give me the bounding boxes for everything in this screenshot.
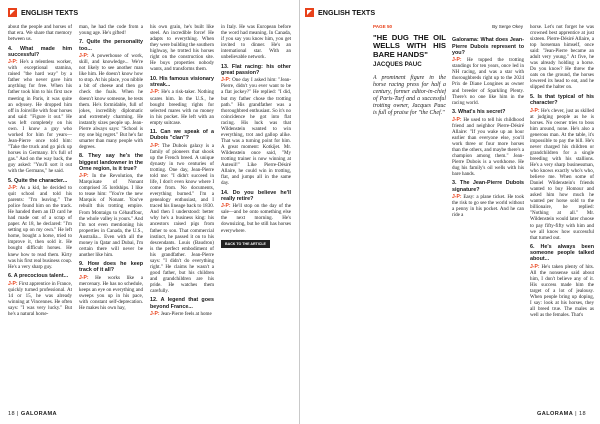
question-heading: 3. What's his secret? [452,109,506,116]
answer-text: He's a relentless worker, with exceptional stamina, raised "the hard way" by a father who never gave him anything for free. When his father took him to his first race meeting in Paris, it was quite an odyssey. He dropped him off in Joinville with four horses and said: "Figure it out." He was left completely on his own. I know a guy who worked for him for years—Jean-Pierre once told him: "Take the truck and go pick up horses in Germany. It's full of gas." And on the way back, the guy asked: "You'll sort it out with the Germans," he said. [8,59,72,175]
question-heading: 6. He's always been someone people talked about... [530,244,594,263]
answer-marker: J-P: [150,142,160,149]
right-column-2 [452,34,524,420]
answer-text: He used to tell his childhood friend and neighbor Pierre-Désiré Allaire: "If you wake up an hour earlier than everyone else, you'll work three or four more horses than the others, and maybe there's a champion among them." Jean-Pierre Dubois is a workhorse. He dug his family's oil wells with his bare hands. [452,116,524,177]
answer-text: He'll stop on the day of the sale—and be onto something else the next morning. He's downsizing, but he still has horses everywhere. [221,203,291,234]
body-paragraph: about the people and horses of that era. We share that memory between us. [8,24,72,43]
question-heading: 14. Do you believe he'll really retire? [221,189,291,202]
answer-paragraph [150,143,214,294]
question-heading: 5. Is that typical of his character? [530,93,594,107]
question-heading: 3. The Jean-Pierre Dubois signature? [452,180,524,193]
answer-paragraph [79,53,143,150]
answer-marker: J-P: [79,53,89,60]
answer-text: He works like a mercenary. He has no schedule, keeps an eye on everything and sweeps you up in his pace, with constant self-deprecation. He makes his own hay, [79,274,143,312]
question-heading: 11. Can we speak of a Dubois "clan"? [150,129,214,142]
back-to-article-button[interactable]: BACK TO THE ARTICLE [221,240,270,248]
left-header [8,6,78,19]
article-intro-text: A prominent figure in the horse racing press for half a century, former editor-in-chief of Paris-Turf and a successful trotting owner, Jacques Pauc is full of praise for "the Chef." [373,75,446,116]
answer-marker: J-P: [452,116,462,123]
right-page [300,0,600,424]
left-column-2 [79,24,143,410]
answer-text: He's clever, just as skilled at judging people as he is horses. No owner tries to boss him around, none. He's also a generous man. At the table, it's impossible to pay the bill. He's never charged his children or grandchildren for a single breeding with his stallions. He's a very sharp businessman, who knows exactly who's who, believe me. When some of Daniel Wildenstein's friends wanted to buy Homour and asked him how much he wanted per horse sold to the billionaire, he replied: "Nothing at all." Mr. Wildenstein would later choose to pay fifty-fifty with him and we all know how successful that turned out. [530,107,594,241]
answer-marker: J-P: [221,77,231,84]
answer-marker: J-P: [79,173,89,180]
question-heading: 4. What made him successful? [8,45,72,58]
answer-text: Easy: a plane ticket. He took the risk to go see the world without a penny in his pocket. And he can ride a [452,194,524,219]
answer-marker: J-P: [452,194,462,201]
answer-paragraph [8,185,72,270]
question-heading: 10. His famous visionary streak... [150,75,214,88]
answer-paragraph [452,194,524,218]
answer-paragraph [150,311,214,317]
answer-paragraph [8,59,72,174]
quote-author: JACQUES PAUC [373,61,422,69]
answer-text: He topped the trotting standings for ten years, once led in NH racing, and was a star with thoroughbreds right up to the 2024 Prix de Diane Longines as owner and breeder of Sparkling Plenty. There's no one like him in the racing world. [452,57,524,106]
answer-marker: J-P: [8,59,18,66]
answer-text: The Dubois galaxy is a family of pioneers that shook up the French breed. A unique dynasty in two centuries of trotting. One day, Jean-Pierre told me: "I didn't succeed in life, I don't even know where I come from. No documents, everything burned." I'm a genealogy enthusiast, and I traced his lineage back to 1830. And then I understood: better why he's a business king: his ancestors raised pigs from father to son. That commercial instinct, he passed it on to his descendants. Louis (Baudron) is the perfect embodiment of his grandfather. Jean-Pierre says: "I didn't do everything right." He claims he wasn't a good father, but his children and grandchildren are his pride. He watches them carefully. [150,142,214,294]
answer-marker: J-P: [452,57,462,64]
body-paragraph: his own grain, he's built like steel. An incredible force! He adapts to everything. When they were building the southern highway, he trotted his horses right on the construction site. He buys properties nobody wants, and transforms them. [150,24,214,73]
answer-paragraph [452,117,524,177]
question-heading: Galorama: What does Jean-Pierre Dubois represent to you? [452,37,524,56]
answer-paragraph [221,77,291,186]
article-meta [373,24,523,30]
answer-paragraph [530,264,594,318]
question-heading: 13. Flat racing: his other great passion? [221,63,291,76]
answer-marker: J-P: [79,274,89,281]
answer-marker: J-P: [150,311,160,318]
left-header-title: ENGLISH TEXTS [21,8,79,17]
answer-text: In the Revolution, the Marquisate of Nonant comprised 35 lordships. I like to tease him: "You're the new Marquis of Nonant. You've rebuilt this trotting empire. From Montaigu to Céhauffour, the whole valley is yours." And I'm not even mentioning his properties in Canada, the U.S., Australia... Even with all the money in Qatar and Dubai, I'm certain there will never be another like him. [79,173,143,258]
answer-paragraph [221,203,291,233]
right-column-1 [373,34,446,420]
pull-quote: "HE DUG THE OIL WELLS WITH HIS BARE HANDS" [373,34,446,59]
body-paragraph: in Italy. He was European before the word had meaning. In Canada, if you say you know him, you get invited to dinner. He's an international star. With an unbelievable network. [221,24,291,61]
left-brand: GALORAMA [20,411,57,417]
footer-separator: | [17,411,19,417]
body-paragraph: horse. Let's not forget he was crowned best apprentice at just sixteen. Pierre-Désiré Allaire, a top horseman himself, once said: "Jean-Pierre became an adult very young." At five, he was already holding a horse. Do you know? He threw the oats on the ground, the horses lowered its head to eat, and he slipped the halter on. [530,24,594,91]
answer-marker: J-P: [530,263,540,270]
answer-marker: J-P: [8,280,18,287]
question-heading: 6. A precocious talent... [8,273,69,280]
footer-separator: | [575,411,577,417]
right-footer [537,411,586,417]
flag-icon [8,8,17,17]
question-heading: 9. How does he keep track of it all? [79,261,143,274]
answer-text: One day I asked him: "Jean-Pierre, didn't you ever want to be a flat jockey?" He replied: "I did, but my father chose the trotting path." His grandfather was a thoroughbred enthusiast. So it's no coincidence he got into flat racing. His luck was that Wildenstein wanted to win everything, trot and gallop alike. That was a turning point for him. A great moment: Kotkijet. Mr. Wildenstein once said, "My trotting trainer is now winning at Auteuil!" Like Pierre-Désiré Allaire, he could win in trotting, flat, and jumps all in the same day. [221,77,291,187]
answer-marker: J-P: [8,185,18,192]
answer-text: First apprentice in France, quickly turned professional. At 14 or 15, he was already winning at Vincennes. He often says: "I was very lucky." But he's a natural horse- [8,280,72,317]
right-column-3 [530,24,594,410]
answer-text: Jean-Pierre feels at home [160,311,212,318]
left-column-3 [150,24,214,410]
answer-marker: J-P: [530,107,540,114]
right-page-number: 18 [578,411,586,417]
question-heading: 12. A legend that goes beyond France... [150,297,214,310]
right-brand: GALORAMA [537,411,574,417]
flag-icon [305,8,314,17]
answer-text: He's taken plenty of hits. All the nonsense said about him, I don't believe any of it. His success made him the target of a lot of jealousy. When people bring up doping, I say: look at his horses, they all breed true. The males as well as the females. That's [530,263,594,319]
answer-paragraph [150,89,214,125]
answer-paragraph [79,173,143,258]
answer-marker: J-P: [221,203,231,210]
left-column-1 [8,24,72,410]
answer-text: He's a risk-taker. Nothing scares him. In the U.S., he bought breeding rights for selected mares with no money in his pocket. He left with an empty suitcase. [150,89,214,126]
answer-paragraph [8,281,72,317]
body-paragraph: man, he had the code from a young age. He's gifted! [79,24,143,37]
answer-paragraph [530,108,594,241]
byline: By Serge Okey [492,24,523,29]
right-header [305,6,375,19]
left-footer [8,411,57,417]
answer-paragraph [79,275,143,311]
answer-text: A powerhouse of work, skill, and knowledge... We're not likely to see another man like him. He doesn't know how to stop. At his place, you nibble a bit of cheese and then go check the foals. When he doesn't know someone, he tests them. He's formidable, full of jokes, incredibly diplomatic and extremely charming. He instantly sizes people up. Jean-Pierre always says: "School is my one big regret." But he's far smarter than many people with degrees. [79,53,143,150]
right-header-title: ENGLISH TEXTS [318,8,376,17]
question-heading: 7. Quite the personality too... [79,39,143,52]
question-heading: 5. Quite the character... [8,177,68,184]
answer-paragraph [452,57,524,105]
page-label: PAGE 50 [373,24,393,29]
answer-marker: J-P: [150,89,160,96]
question-heading: 8. They say he's the biggest landowner in the Orne region, is it true? [79,153,143,172]
answer-text: As a kid, he decided to quit school and told his parents: "I'm leaving." The police found him on the track. He handed them an ID card he had made out of a scrap of paper. At 18, he declared: "I'm setting up on my own." He left home, bought a horse, tried to improve it, then sold it. He bought difficult horses. He knew how to read them. Kirty was his first real business coup. He's a very sharp guy. [8,185,72,270]
left-page-number: 18 [8,411,16,417]
left-column-4 [221,24,291,410]
